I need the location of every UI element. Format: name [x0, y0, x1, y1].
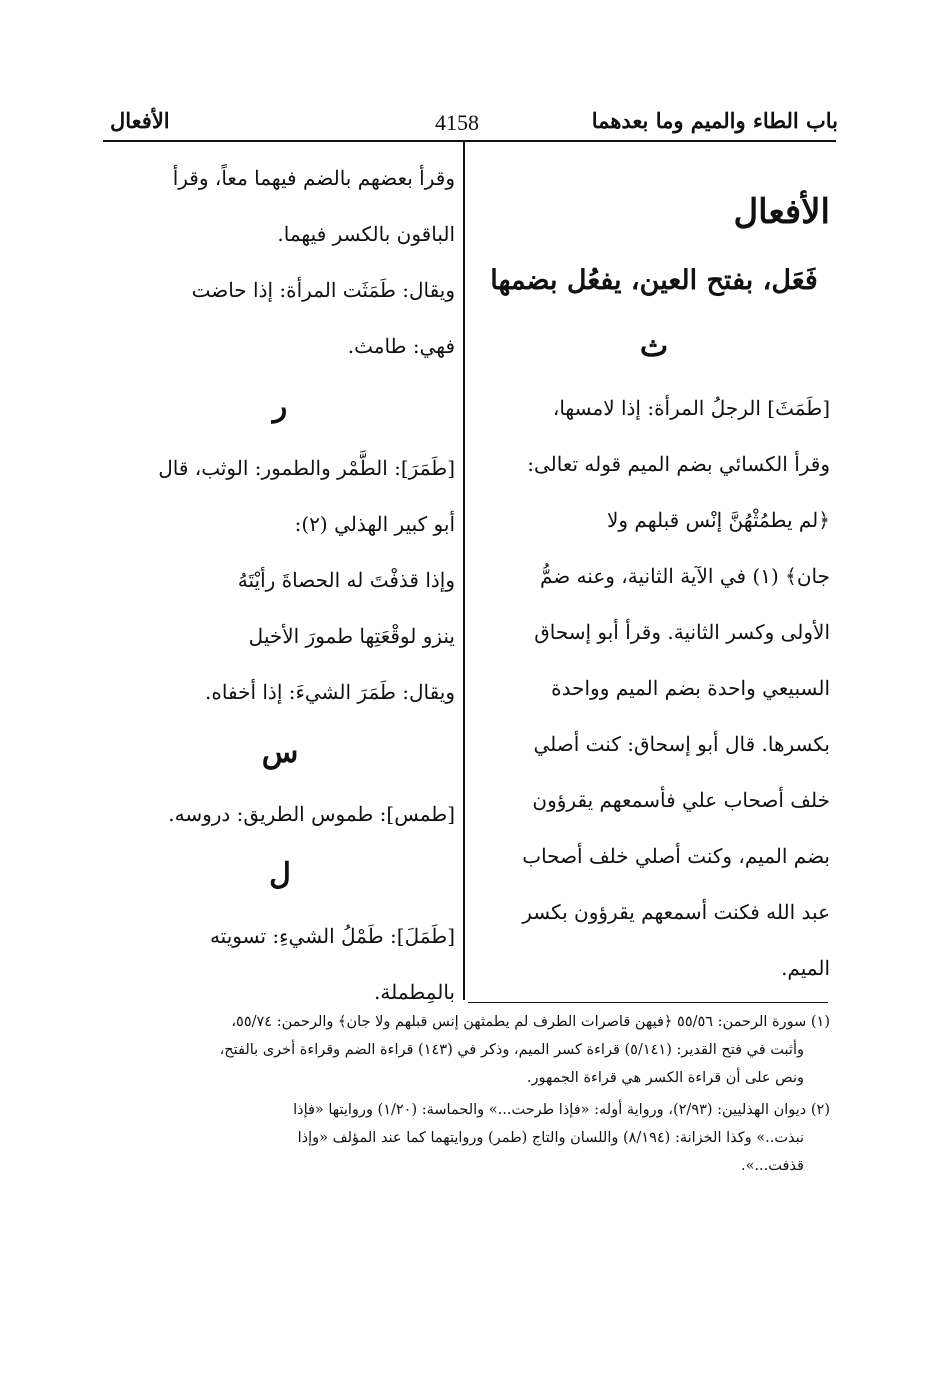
running-header-chapter: باب الطاء والميم وما بعدهما — [591, 108, 838, 133]
letter-heading-sin: س — [261, 735, 299, 770]
section-subtitle: فَعَل، بفتح العين، يفعُل بضمها — [490, 265, 818, 296]
footnote-2-continuation: قذفت...». — [740, 1158, 804, 1174]
letter-heading-lam: ل — [269, 857, 291, 892]
footnote-1: (١) سورة الرحمن: ٥٥/٥٦ ﴿فيهن قاصرات الطرف لم يطمثهن إنس قبلهم ولا جان﴾ والرحمن: ٥٥/٧٤، — [231, 1014, 830, 1030]
entry-line: جان﴾ (١) في الآية الثانية، وعنه ضمُّ — [539, 564, 830, 588]
entry-line: بضم الميم، وكنت أصلي خلف أصحاب — [522, 844, 830, 868]
footnotes — [100, 1008, 830, 1180]
footnote-2-continuation: نبذت..» وكذا الخزانة: (٨/١٩٤) واللسان والتاج (طمر) وروايتهما كما عند المؤلف «وإذا — [297, 1130, 804, 1146]
footnote-2: (٢) ديوان الهذليين: (٢/٩٣)، ورواية أوله: «فإذا طرحت...» والحماسة: (١/٢٠) وروايتها «فإذا — [293, 1102, 830, 1118]
entry-line: الباقون بالكسر فيهما. — [277, 222, 455, 246]
entry-line: وقرأ بعضهم بالضم فيهما معاً، وقرأ — [172, 166, 455, 190]
left-column — [105, 142, 455, 1020]
letter-heading-ra: ر — [272, 389, 288, 424]
footnote-1-continuation: وأثبت في فتح القدير: (٥/١٤١) قراءة كسر الميم، وذكر في (١٤٣) قراءة الضم وقراءة أخرى بالفتح، — [219, 1042, 804, 1058]
entry-line: الميم. — [781, 956, 830, 980]
entry-line: [طمس]: طموس الطريق: دروسه. — [168, 802, 455, 826]
verse-line: ينزو لوقْعَتِها طمورَ الأخيل — [248, 624, 455, 648]
entry-line: عبد الله فكنت أسمعهم يقرؤون بكسر — [522, 900, 830, 924]
entry-line: [طَمَثَ] الرجلُ المرأة: إذا لامسها، — [552, 396, 830, 420]
verse-line: وإذا قذفْتَ له الحصاةَ رأيْتَهُ — [237, 568, 455, 592]
letter-heading-tha: ث — [639, 329, 669, 364]
entry-line: خلف أصحاب علي فأسمعهم يقرؤون — [532, 788, 830, 812]
entry-line: ﴿لم يطمُثْهُنَّ إنْس قبلهم ولا — [607, 508, 830, 532]
footnote-rule — [468, 1002, 828, 1003]
page-number: 4158 — [435, 110, 479, 135]
entry-line: وقرأ الكسائي بضم الميم قوله تعالى: — [527, 452, 830, 476]
footnote-1-continuation: ونص على أن قراءة الكسر هي قراءة الجمهور. — [526, 1070, 804, 1086]
section-title: الأفعال — [733, 192, 830, 232]
entry-line: بالمِطملة. — [374, 980, 455, 1004]
entry-line: [طَمَرَ]: الطَّمْر والطمور: الوثب، قال — [158, 456, 455, 480]
entry-line: الأولى وكسر الثانية. وقرأ أبو إسحاق — [534, 620, 830, 644]
entry-line: ويقال: طَمَرَ الشيءَ: إذا أخفاه. — [205, 680, 455, 704]
entry-line: بكسرها. قال أبو إسحاق: كنت أصلي — [533, 732, 830, 756]
right-column — [478, 142, 830, 996]
entry-line: السبيعي واحدة بضم الميم وواحدة — [551, 676, 830, 700]
entry-line: فهي: طامث. — [347, 334, 455, 358]
entry-line: [طَمَلَ]: طَمْلُ الشيءِ: تسويته — [209, 924, 455, 948]
running-header-section: الأفعال — [110, 108, 170, 133]
entry-line: ويقال: طَمَثَت المرأة: إذا حاضت — [191, 278, 455, 302]
entry-line: أبو كبير الهذلي (٢): — [294, 512, 455, 536]
column-divider — [463, 142, 465, 1000]
